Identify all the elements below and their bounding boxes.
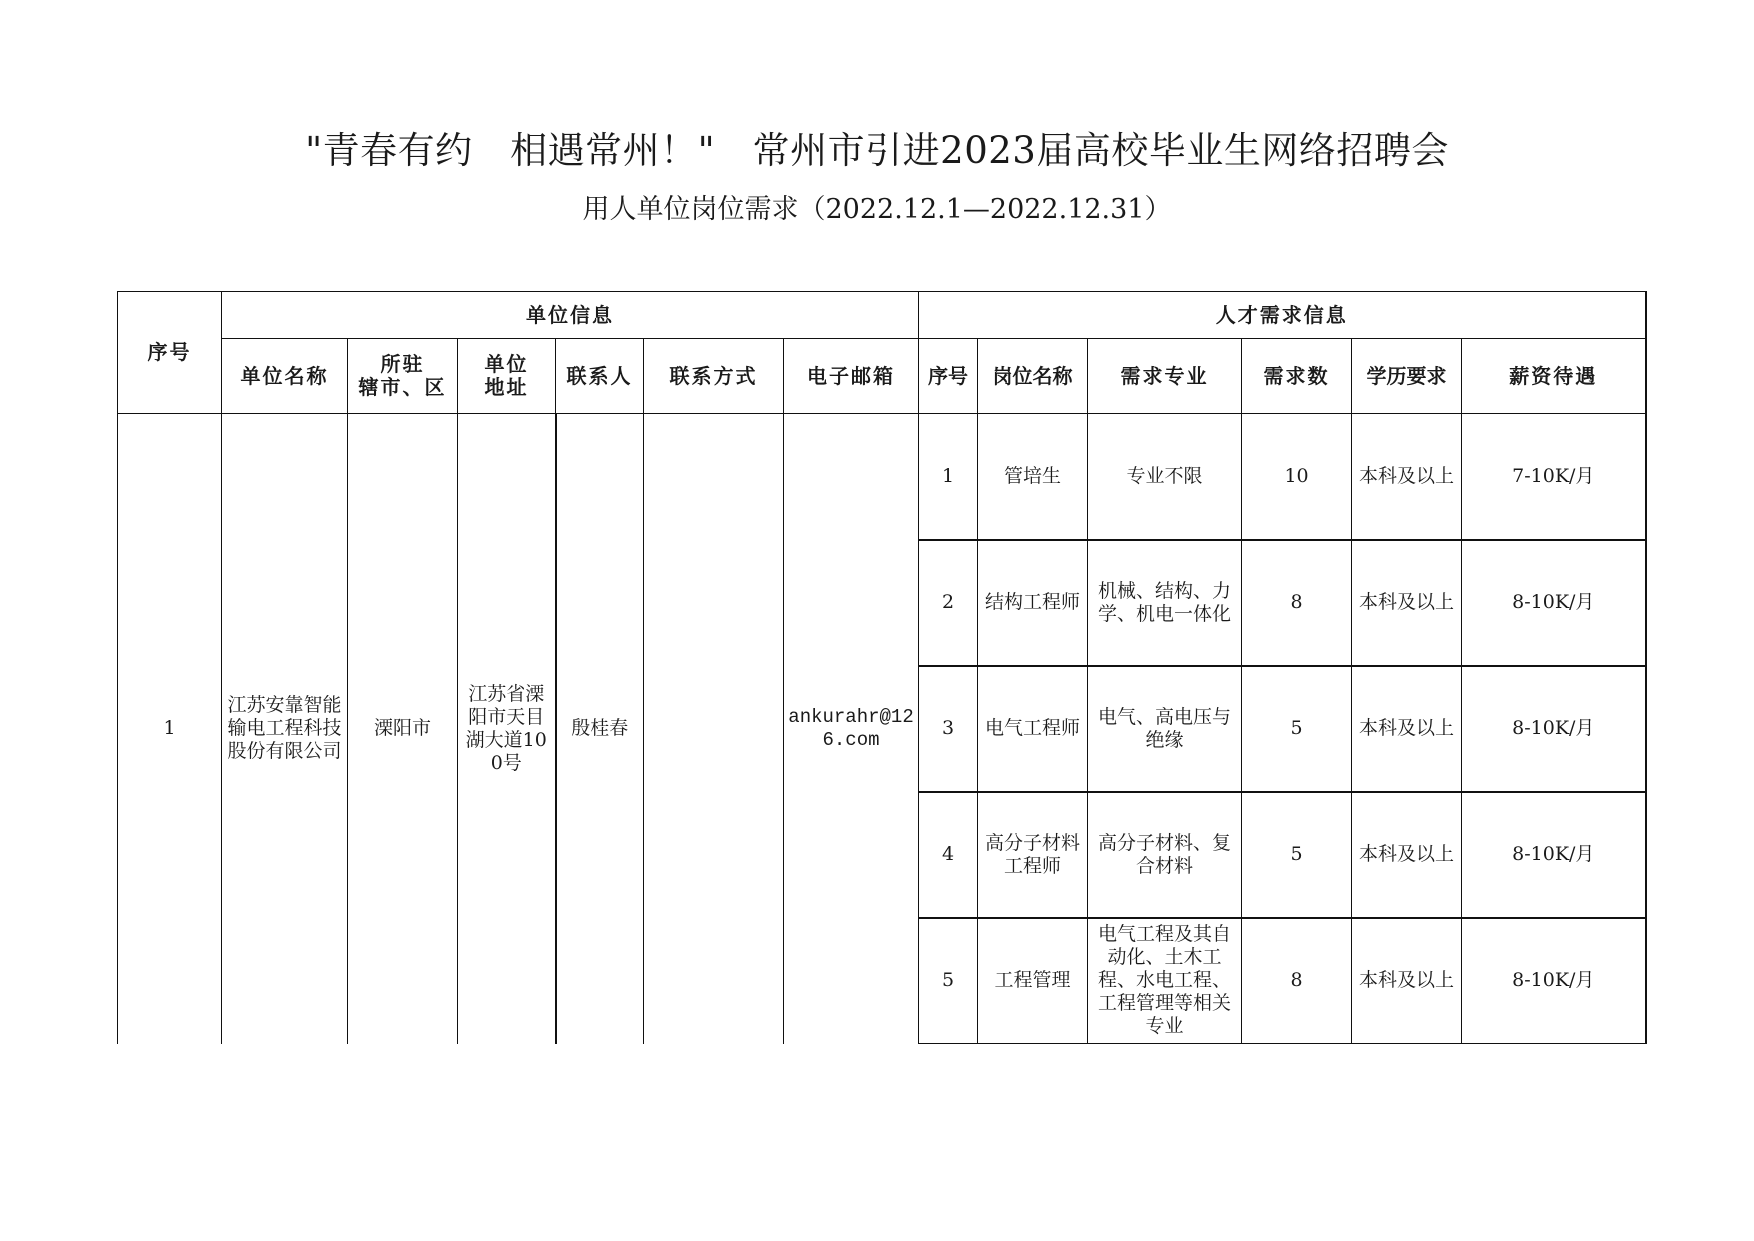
header-position-name: 岗位名称 [978, 339, 1088, 414]
header-row-columns [118, 339, 1646, 414]
page-title: "青春有约 相遇常州！" 常州市引进2023届高校毕业生网络招聘会 [305, 129, 1449, 172]
position-education: 本科及以上 [1352, 540, 1462, 666]
position-name: 结构工程师 [978, 540, 1088, 666]
position-index: 5 [919, 918, 978, 1044]
header-email: 电子邮箱 [784, 339, 919, 414]
position-count: 8 [1242, 918, 1352, 1044]
header-count: 需求数 [1242, 339, 1352, 414]
position-salary: 7-10K/月 [1462, 414, 1646, 540]
company-contact: 殷桂春 [556, 414, 644, 1044]
position-name: 管培生 [978, 414, 1088, 540]
position-major: 专业不限 [1088, 414, 1242, 540]
header-unit-info: 单位信息 [222, 292, 919, 339]
header-position-index: 序号 [919, 339, 978, 414]
position-salary: 8-10K/月 [1462, 666, 1646, 792]
header-major: 需求专业 [1088, 339, 1242, 414]
company-email: ankurahr@126.com [784, 414, 919, 1044]
position-salary: 8-10K/月 [1462, 918, 1646, 1044]
header-talent-info: 人才需求信息 [919, 292, 1646, 339]
position-education: 本科及以上 [1352, 666, 1462, 792]
position-count: 10 [1242, 414, 1352, 540]
header-index: 序号 [118, 292, 222, 414]
table-row [118, 414, 1646, 540]
position-count: 8 [1242, 540, 1352, 666]
header-address: 单位 地址 [458, 339, 556, 414]
company-address: 江苏省溧阳市天目湖大道100号 [458, 414, 556, 1044]
header-education: 学历要求 [1352, 339, 1462, 414]
position-salary: 8-10K/月 [1462, 540, 1646, 666]
position-education: 本科及以上 [1352, 792, 1462, 918]
position-education: 本科及以上 [1352, 918, 1462, 1044]
position-major: 电气、高电压与绝缘 [1088, 666, 1242, 792]
header-district: 所驻 辖市、区 [348, 339, 458, 414]
position-count: 5 [1242, 666, 1352, 792]
position-name: 电气工程师 [978, 666, 1088, 792]
position-index: 4 [919, 792, 978, 918]
position-name: 高分子材料工程师 [978, 792, 1088, 918]
position-education: 本科及以上 [1352, 414, 1462, 540]
position-index: 2 [919, 540, 978, 666]
header-phone: 联系方式 [644, 339, 784, 414]
company-district: 溧阳市 [348, 414, 458, 1044]
header-unit-name: 单位名称 [222, 339, 348, 414]
position-count: 5 [1242, 792, 1352, 918]
position-index: 3 [919, 666, 978, 792]
position-major: 电气工程及其自动化、土木工程、水电工程、工程管理等相关专业 [1088, 918, 1242, 1044]
company-name: 江苏安靠智能输电工程科技股份有限公司 [222, 414, 348, 1044]
page-subtitle: 用人单位岗位需求（2022.12.1—2022.12.31） [582, 194, 1172, 225]
position-salary: 8-10K/月 [1462, 792, 1646, 918]
position-major: 高分子材料、复合材料 [1088, 792, 1242, 918]
header-salary: 薪资待遇 [1462, 339, 1646, 414]
company-index: 1 [118, 414, 222, 1044]
recruitment-table [117, 291, 1647, 1044]
header-contact: 联系人 [556, 339, 644, 414]
position-major: 机械、结构、力学、机电一体化 [1088, 540, 1242, 666]
position-name: 工程管理 [978, 918, 1088, 1044]
company-phone [644, 414, 784, 1044]
position-index: 1 [919, 414, 978, 540]
header-row-groups [118, 292, 1646, 339]
